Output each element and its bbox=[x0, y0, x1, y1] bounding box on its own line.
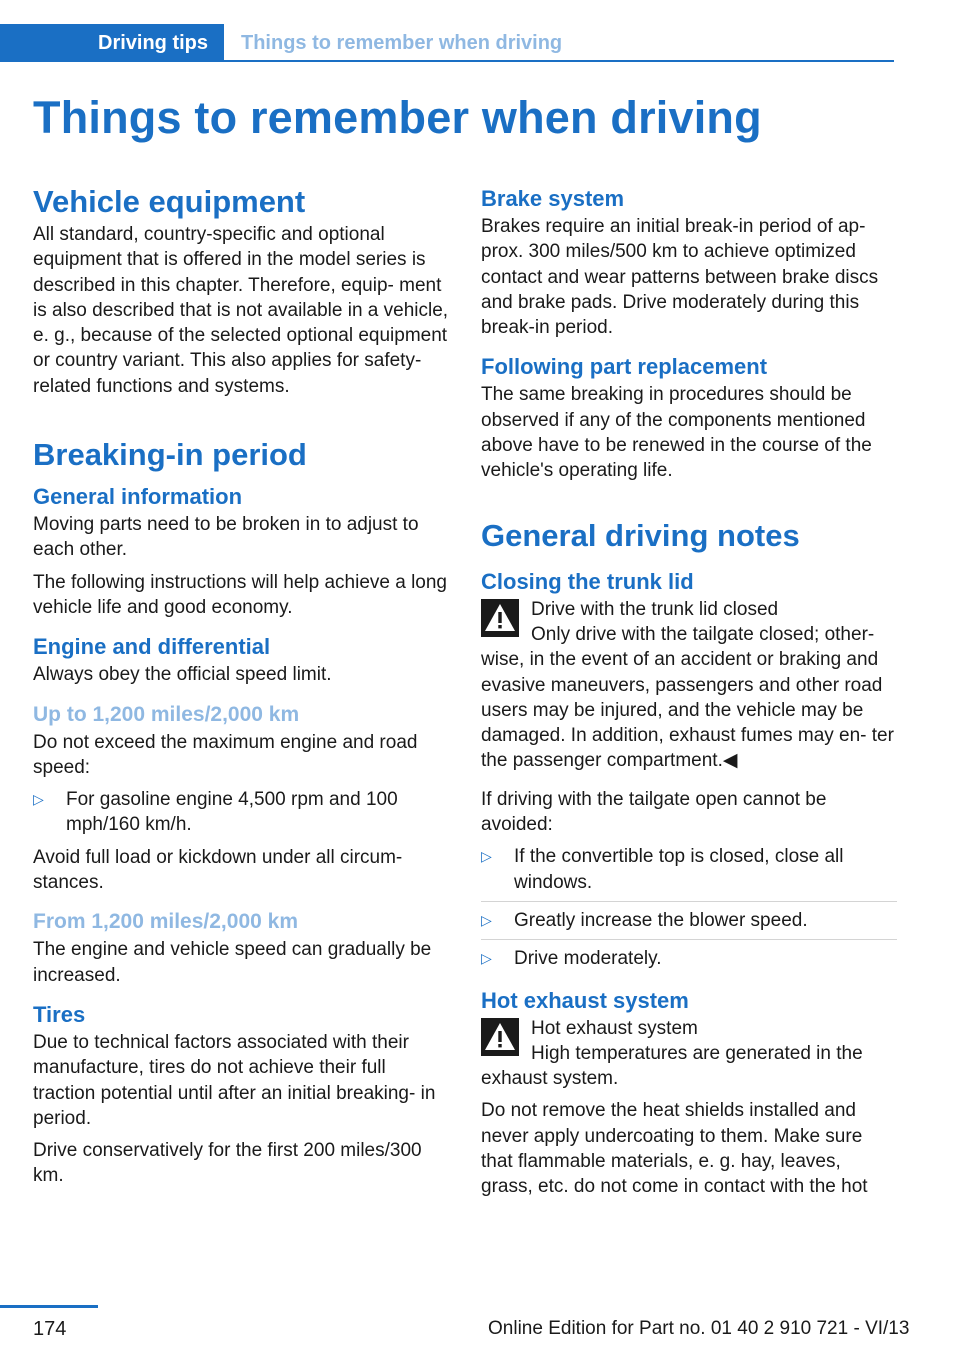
triangle-bullet-icon: ▷ bbox=[481, 848, 492, 865]
trunk-text: If driving with the tailgate open cannot be avoided: bbox=[481, 788, 827, 836]
list-item-text: For gasoline engine 4,500 rpm and 100 mph/160 km/h. bbox=[66, 789, 398, 836]
warning-triangle-icon bbox=[481, 1018, 519, 1056]
right-column bbox=[481, 182, 897, 1200]
list-item bbox=[481, 901, 897, 933]
triangle-bullet-icon: ▷ bbox=[481, 911, 492, 928]
heading-vehicle-equipment: Vehicle equipment bbox=[33, 184, 306, 219]
warning-title: Hot exhaust system bbox=[531, 1017, 698, 1039]
left-column bbox=[33, 182, 449, 1189]
heading-from: From 1,200 miles/2,000 km bbox=[33, 910, 298, 934]
footer-rule bbox=[0, 1305, 98, 1308]
following-text: The same breaking in procedures should be observed if any of the components mentioned above have to be renewed in the course of the vehicle's operating life. bbox=[481, 384, 872, 482]
warning-title: Drive with the trunk lid closed bbox=[531, 598, 779, 620]
vehicle-equipment-text: All standard, country-specific and optional equipment that is offered in the model series is described in this chapter. Therefore, equip- ment is also described that is not available in a vehicle, e. g., because of the selected optional equipment or country variant. This also applies for safety-related functions and systems. bbox=[33, 224, 449, 397]
heading-general-driving: General driving notes bbox=[481, 517, 800, 553]
page-number: 174 bbox=[33, 1318, 67, 1340]
heading-general-information: General information bbox=[33, 484, 243, 510]
heading-up-to: Up to 1,200 miles/2,000 km bbox=[33, 702, 300, 726]
list-item bbox=[33, 787, 449, 838]
heading-tires: Tires bbox=[33, 1001, 86, 1027]
engine-text: Always obey the official speed limit. bbox=[33, 664, 332, 686]
triangle-bullet-icon: ▷ bbox=[33, 791, 44, 808]
list-item-text: Drive moderately. bbox=[514, 948, 662, 970]
warning-exhaust bbox=[481, 1016, 897, 1092]
list-item bbox=[481, 939, 897, 971]
heading-breaking-in: Breaking-in period bbox=[33, 437, 307, 473]
heading-following-part: Following part replacement bbox=[481, 354, 768, 380]
up-to-text: Do not exceed the maximum engine and road speed: bbox=[33, 731, 418, 778]
general-information-p1: Moving parts need to be broken in to adjust to each other. bbox=[33, 514, 419, 561]
page-title: Things to remember when driving bbox=[33, 92, 762, 143]
footer-edition: Online Edition for Part no. 01 40 2 910 721 - VI/13 bbox=[488, 1318, 910, 1339]
heading-trunk-lid: Closing the trunk lid bbox=[481, 568, 694, 594]
warning-text: Only drive with the tailgate closed; other- wise, in the event of an accident or braking and evasive maneuvers, passengers and other road users may be injured, and the vehicle may be damaged. In addition, exhaust fumes may en- ter the passenger compartment.◀ bbox=[481, 623, 894, 772]
tires-p1: Due to technical factors associated with their manufacture, tires do not achieve their full traction potential until after an initial breaking- in period. bbox=[33, 1031, 436, 1129]
warning-text: High temperatures are generated in the exhaust system. bbox=[481, 1042, 863, 1090]
general-information-p2: The following instructions will help achieve a long vehicle life and good economy. bbox=[33, 571, 448, 618]
header-chapter-title[interactable]: Things to remember when driving bbox=[241, 32, 563, 54]
triangle-bullet-icon: ▷ bbox=[481, 950, 492, 967]
header-rule bbox=[224, 60, 894, 62]
heading-engine-differential: Engine and differential bbox=[33, 634, 271, 660]
warning-trunk bbox=[481, 597, 897, 774]
brake-text: Brakes require an initial break-in period of ap- prox. 300 miles/500 km to achieve optimized contact and wear patterns between brake discs and brake pads. Drive moderately during this break-in period. bbox=[481, 216, 879, 339]
list-item-text: Greatly increase the blower speed. bbox=[514, 909, 808, 931]
list-item-text: If the convertible top is closed, close all windows. bbox=[514, 846, 844, 893]
up-to-after-text: Avoid full load or kickdown under all circum- stances. bbox=[33, 846, 403, 894]
tires-p2: Drive conservatively for the first 200 miles/300 km. bbox=[33, 1140, 422, 1187]
warning-triangle-icon bbox=[481, 599, 519, 637]
list-item bbox=[481, 844, 897, 895]
heading-brake-system: Brake system bbox=[481, 186, 625, 211]
exhaust-text: Do not remove the heat shields installed and never apply undercoating to them. Make sure that flammable materials, e. g. hay, leaves, grass, etc. do not come in contact with the hot bbox=[481, 1100, 868, 1198]
header-section-tab[interactable]: Driving tips bbox=[0, 24, 224, 62]
heading-hot-exhaust: Hot exhaust system bbox=[481, 987, 689, 1013]
from-text: The engine and vehicle speed can gradually be increased. bbox=[33, 939, 432, 986]
page-header bbox=[0, 24, 894, 62]
